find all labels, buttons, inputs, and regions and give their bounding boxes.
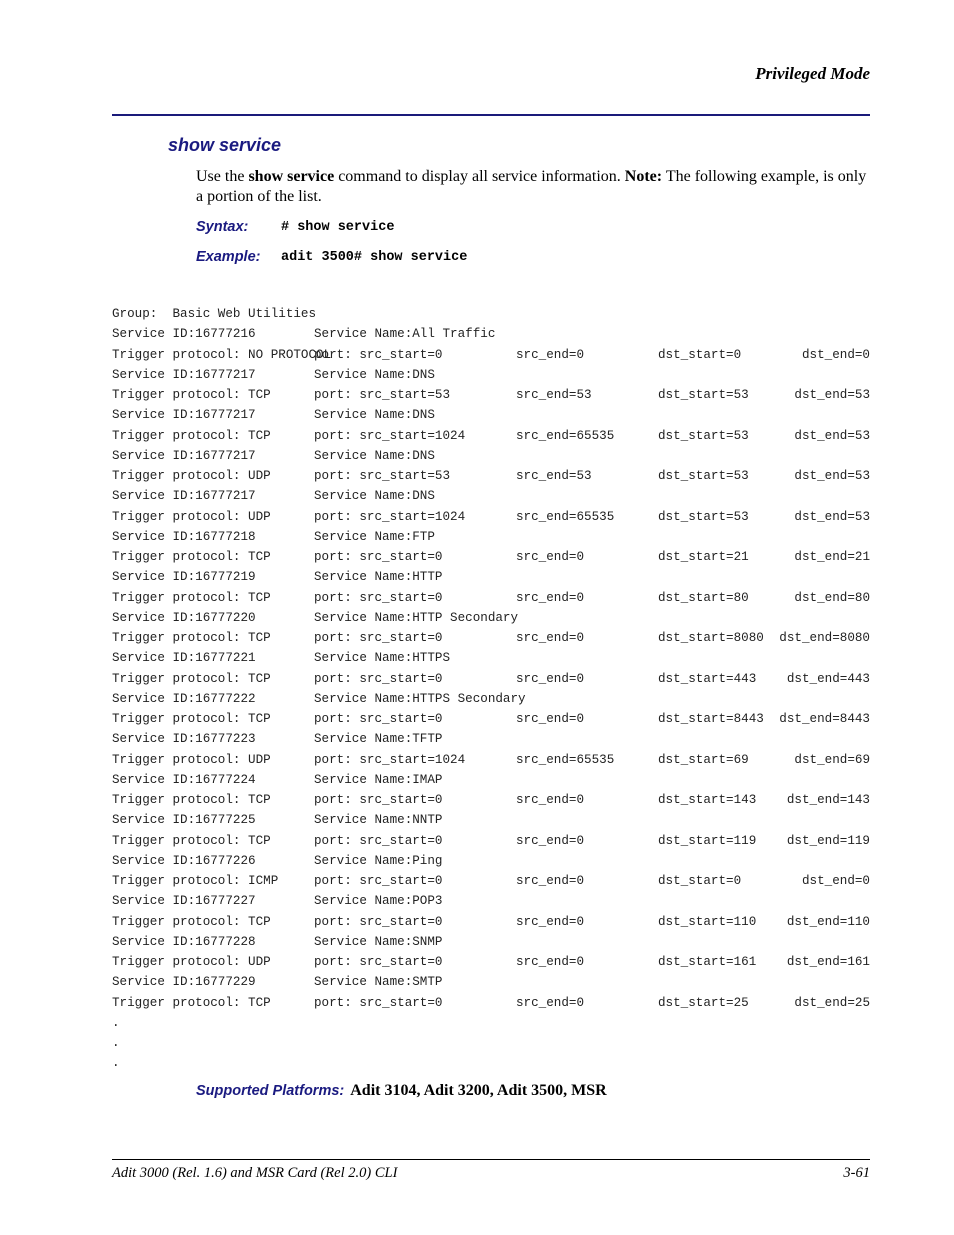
command-output: [112, 304, 872, 1074]
running-header: Privileged Mode: [755, 64, 870, 83]
src-end: src_end=0: [516, 550, 585, 564]
output-service-line: [112, 324, 872, 344]
footer-rule: [112, 1159, 870, 1160]
dst-start: dst_start=53: [658, 469, 749, 483]
service-name: Service Name:DNS: [314, 448, 435, 463]
example-code: adit 3500# show service: [281, 250, 468, 265]
section-title: show service: [168, 135, 282, 155]
output-trigger-line: [112, 466, 872, 486]
output-service-line: [112, 608, 872, 628]
src-start: port: src_start=1024: [314, 428, 466, 443]
src-start: port: src_start=1024: [314, 509, 466, 524]
trigger-protocol: Trigger protocol: TCP: [112, 631, 271, 645]
trigger-protocol: Trigger protocol: TCP: [112, 712, 271, 726]
dst-start: dst_start=0: [658, 874, 742, 888]
footer-doc-title: Adit 3000 (Rel. 1.6) and MSR Card (Rel 2.0) CLI: [112, 1165, 398, 1181]
output-group-line: [112, 304, 872, 324]
src-start: port: src_start=0: [314, 590, 443, 605]
dst-end: dst_end=80: [794, 590, 870, 605]
intro-text: Use the: [196, 168, 249, 185]
src-end: src_end=0: [516, 833, 585, 848]
syntax-code: # show service: [281, 220, 395, 235]
output-ellipsis-line: [112, 1013, 872, 1033]
src-end: src_end=53: [516, 388, 592, 402]
service-name: Service Name:Ping: [314, 853, 443, 868]
dst-start: dst_start=161: [658, 955, 757, 969]
dst-end: dst_end=53: [794, 428, 870, 443]
output-trigger-line: [112, 628, 872, 648]
service-id: Service ID:16777222: [112, 691, 256, 706]
service-id: Service ID:16777229: [112, 975, 256, 990]
trigger-protocol: Trigger protocol: TCP: [112, 671, 271, 686]
src-end: src_end=0: [516, 631, 585, 645]
service-name: Service Name:FTP: [314, 529, 435, 544]
dst-end: dst_end=143: [786, 793, 870, 807]
service-name: Service Name:SMTP: [314, 975, 443, 990]
ellipsis-dot: .: [112, 1015, 120, 1030]
src-end: src_end=0: [516, 914, 585, 929]
trigger-protocol: Trigger protocol: UDP: [112, 509, 271, 524]
src-start: port: src_start=0: [314, 833, 443, 848]
dst-start: dst_start=53: [658, 428, 749, 443]
trigger-protocol: Trigger protocol: TCP: [112, 833, 271, 848]
trigger-protocol: Trigger protocol: UDP: [112, 469, 271, 483]
service-id: Service ID:16777217: [112, 408, 256, 423]
output-service-line: [112, 689, 872, 709]
service-id: Service ID:16777226: [112, 853, 256, 868]
src-end: src_end=0: [516, 955, 585, 969]
dst-end: dst_end=443: [786, 671, 870, 686]
output-service-line: [112, 932, 872, 952]
service-name: Service Name:HTTPS: [314, 651, 451, 666]
dst-end: dst_end=161: [786, 955, 870, 969]
service-id: Service ID:16777218: [112, 529, 256, 544]
service-id: Service ID:16777216: [112, 327, 256, 342]
src-start: port: src_start=0: [314, 631, 443, 645]
output-service-line: [112, 527, 872, 547]
output-trigger-line: [112, 750, 872, 770]
service-name: Service Name:HTTP: [314, 570, 443, 585]
intro-note-label: Note:: [624, 168, 663, 185]
dst-start: dst_start=443: [658, 671, 757, 686]
service-id: Service ID:16777223: [112, 732, 256, 747]
dst-start: dst_start=53: [658, 509, 749, 524]
output-trigger-line: [112, 831, 872, 851]
service-name: Service Name:NNTP: [314, 813, 443, 828]
src-end: src_end=0: [516, 671, 585, 686]
trigger-protocol: Trigger protocol: TCP: [112, 550, 271, 564]
dst-start: dst_start=80: [658, 590, 749, 605]
src-start: port: src_start=0: [314, 671, 443, 686]
trigger-protocol: Trigger protocol: TCP: [112, 914, 271, 929]
example-label: Example:: [196, 249, 261, 265]
dst-end: dst_end=110: [786, 914, 870, 929]
dst-start: dst_start=110: [658, 914, 757, 929]
src-end: src_end=65535: [516, 509, 615, 524]
output-service-line: [112, 446, 872, 466]
output-trigger-line: [112, 345, 872, 365]
output-trigger-line: [112, 669, 872, 689]
service-id: Service ID:16777220: [112, 610, 256, 625]
service-name: Service Name:HTTPS Secondary: [314, 691, 526, 706]
src-end: src_end=0: [516, 793, 585, 807]
output-trigger-line: [112, 912, 872, 932]
output-trigger-line: [112, 790, 872, 810]
dst-start: dst_start=69: [658, 752, 749, 767]
output-service-line: [112, 729, 872, 749]
output-service-line: [112, 567, 872, 587]
dst-end: dst_end=8443: [779, 712, 870, 726]
dst-end: dst_end=119: [786, 833, 870, 848]
dst-end: dst_end=25: [794, 995, 870, 1010]
page-number: 3-61: [843, 1165, 870, 1181]
output-service-line: [112, 486, 872, 506]
src-start: port: src_start=0: [314, 955, 443, 969]
service-id: Service ID:16777217: [112, 489, 256, 504]
dst-end: dst_end=0: [801, 347, 870, 362]
service-name: Service Name:DNS: [314, 489, 435, 504]
dst-end: dst_end=8080: [779, 631, 870, 645]
src-start: port: src_start=53: [314, 469, 451, 483]
service-name: Service Name:TFTP: [314, 732, 443, 747]
dst-start: dst_start=8080: [658, 631, 764, 645]
service-name: Service Name:DNS: [314, 408, 435, 423]
output-ellipsis-line: [112, 1033, 872, 1053]
dst-start: dst_start=25: [658, 995, 749, 1010]
intro-paragraph: [196, 167, 872, 207]
src-start: port: src_start=0: [314, 914, 443, 929]
dst-end: dst_end=69: [794, 752, 870, 767]
ellipsis-dot: .: [112, 1036, 120, 1050]
src-end: src_end=0: [516, 712, 585, 726]
output-trigger-line: [112, 588, 872, 608]
dst-start: dst_start=8443: [658, 712, 764, 726]
trigger-protocol: Trigger protocol: TCP: [112, 428, 271, 443]
intro-text: The following example, is only a portion of the list.: [196, 168, 867, 205]
output-service-line: [112, 810, 872, 830]
dst-start: dst_start=143: [658, 793, 757, 807]
src-start: port: src_start=0: [314, 550, 443, 564]
src-start: port: src_start=0: [314, 712, 443, 726]
output-trigger-line: [112, 547, 872, 567]
intro-command: show service: [248, 168, 335, 185]
platforms-label: Supported Platforms:: [196, 1083, 345, 1099]
service-id: Service ID:16777221: [112, 651, 256, 666]
dst-end: dst_end=53: [794, 469, 870, 483]
ellipsis-dot: .: [112, 1056, 120, 1071]
service-id: Service ID:16777224: [112, 772, 256, 787]
trigger-protocol: Trigger protocol: UDP: [112, 955, 271, 969]
service-id: Service ID:16777228: [112, 934, 256, 949]
src-start: port: src_start=0: [314, 995, 443, 1010]
output-trigger-line: [112, 709, 872, 729]
src-end: src_end=65535: [516, 752, 615, 767]
output-service-line: [112, 648, 872, 668]
service-id: Service ID:16777225: [112, 813, 256, 828]
src-start: port: src_start=1024: [314, 752, 466, 767]
service-name: Service Name:SNMP: [314, 934, 443, 949]
intro-text: command to display all service information.: [334, 168, 625, 185]
output-ellipsis-line: [112, 1053, 872, 1073]
service-name: Service Name:DNS: [314, 367, 435, 382]
src-start: port: src_start=0: [314, 793, 443, 807]
syntax-label: Syntax:: [196, 219, 249, 235]
trigger-protocol: Trigger protocol: NO PROTOCOL: [112, 347, 332, 362]
output-service-line: [112, 405, 872, 425]
output-trigger-line: [112, 507, 872, 527]
output-service-line: [112, 365, 872, 385]
service-id: Service ID:16777217: [112, 367, 256, 382]
service-id: Service ID:16777217: [112, 448, 256, 463]
service-name: Service Name:IMAP: [314, 772, 443, 787]
service-name: Service Name:HTTP Secondary: [314, 610, 519, 625]
trigger-protocol: Trigger protocol: TCP: [112, 995, 271, 1010]
src-end: src_end=0: [516, 874, 585, 888]
output-trigger-line: [112, 426, 872, 446]
output-trigger-line: [112, 385, 872, 405]
src-start: port: src_start=0: [314, 347, 443, 362]
service-id: Service ID:16777227: [112, 894, 256, 909]
dst-start: dst_start=21: [658, 550, 749, 564]
output-service-line: [112, 851, 872, 871]
src-end: src_end=0: [516, 590, 585, 605]
src-start: port: src_start=53: [314, 388, 451, 402]
platforms-value: Adit 3104, Adit 3200, Adit 3500, MSR: [350, 1082, 607, 1099]
header-rule: [112, 114, 870, 116]
trigger-protocol: Trigger protocol: TCP: [112, 590, 271, 605]
output-service-line: [112, 891, 872, 911]
service-name: Service Name:All Traffic: [314, 327, 496, 342]
group-label: Group: Basic Web Utilities: [112, 307, 317, 321]
trigger-protocol: Trigger protocol: TCP: [112, 793, 271, 807]
src-end: src_end=53: [516, 469, 592, 483]
dst-start: dst_start=119: [658, 833, 757, 848]
src-end: src_end=65535: [516, 428, 615, 443]
output-service-line: [112, 770, 872, 790]
trigger-protocol: Trigger protocol: UDP: [112, 752, 271, 767]
dst-end: dst_end=21: [794, 550, 870, 564]
output-service-line: [112, 972, 872, 992]
output-trigger-line: [112, 952, 872, 972]
src-end: src_end=0: [516, 995, 585, 1010]
dst-end: dst_end=53: [794, 388, 870, 402]
service-id: Service ID:16777219: [112, 570, 256, 585]
dst-end: dst_end=53: [794, 509, 870, 524]
supported-platforms: [196, 1082, 607, 1100]
dst-end: dst_end=0: [801, 874, 870, 888]
trigger-protocol: Trigger protocol: TCP: [112, 388, 271, 402]
dst-start: dst_start=0: [658, 347, 742, 362]
src-start: port: src_start=0: [314, 874, 443, 888]
output-trigger-line: [112, 993, 872, 1013]
dst-start: dst_start=53: [658, 388, 749, 402]
src-end: src_end=0: [516, 347, 585, 362]
trigger-protocol: Trigger protocol: ICMP: [112, 874, 279, 888]
output-trigger-line: [112, 871, 872, 891]
service-name: Service Name:POP3: [314, 894, 443, 909]
